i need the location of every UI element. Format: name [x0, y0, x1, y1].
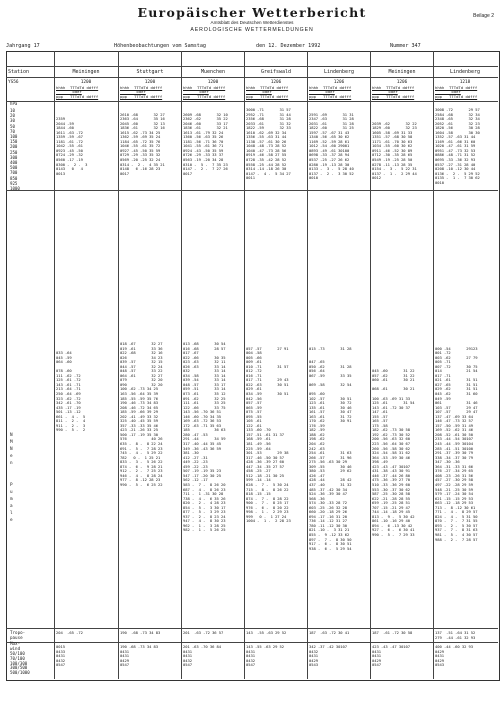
station-number: 1200 — [207, 80, 219, 85]
column-divider — [307, 51, 308, 679]
max-wind-data: 342 -37 -42 30107 0432 0431 0429 0543 — [309, 644, 348, 668]
tropopause-data: 190 -68 -73 34 83 — [120, 630, 161, 635]
tropopause-rule — [6, 642, 498, 643]
volume-label: Jahrgang 17 — [6, 43, 40, 49]
max-wind-data: 400 -44 -60 32 93 0429 0431 0429 0543 — [435, 644, 474, 668]
station-name: Greifswald — [260, 69, 292, 75]
hpa-label: hPa — [10, 101, 18, 106]
max-wind-label: Max- wind — [10, 641, 21, 651]
column-divider — [244, 51, 245, 679]
significant-level-rule — [6, 628, 498, 629]
standard-level-data: 3008 -72 29 57 2584 -68 32 34 2348 -65 32 34 2052 -61 32 23 1820 -56 30 28 1604 -58 30 30 1352 -57 -63 31 44 1169 -61 -66 31 60 1020 -47 -61 31 59 0951 -47 -73 32 53 0886 -48 -71 31 52 0695 -33 -36 32 93 0537 -27 -31 28 40 0208 -10 -12 30 44 0136 - 2 - 5 29 52 0135 - 1 - 7 30 62 0010 — [435, 107, 480, 185]
significant-level-markers: N M N e n P u m a l e — [10, 433, 13, 524]
observation-label: Höhenbeobachtungen vom Samstag — [114, 43, 207, 49]
station-name: Meiningen — [388, 69, 416, 75]
standard-level-rule — [6, 190, 498, 191]
station-name: Stuttgart — [136, 69, 164, 75]
standard-level-data: 2039 -62 32 22 1829 -60 32 23 1605 -58 -69 31 33 1351 -57 -68 30 58 1171 -61 -70 30 63 1034 -55 -60 30 62 0911 -46 -52 30 89 0712 -30 -35 28 65 0549 -19 -25 28 50 0278 -11 -13 28 35 0154 - 3 - 5 22 31 0137 - 1 - 2 29 44 0012 — [372, 120, 417, 181]
column-head-rule — [6, 101, 498, 102]
number-label: Nummer 347 — [390, 43, 421, 49]
column-header: hhhh TTTdTd ddfff oder ppp TTTdTd ddfff — [183, 85, 226, 99]
significant-level-data: 000 -54 29123 001 -72 003 -62 27 79 005 -71 007 -72 30 75 014 21 54 017 -71 021 -61 31 51 027 -65 31 51 029 -62 31 51 045 -62 31 60 049 -59 061 31 46 103 -57 29 47 107 -57 29 47 137 -47 -69 33 64 146 -47 -73 32 57 157 -50 -59 31 49 169 -52 -62 31 46 208 -52 -61 30 50 233 -44 -54 30107 245 -44 -59 30104 285 -41 -51 30100 291 -37 -39 30 79 338 -34 -37 30 79 347 -30 -36 364 -31 -33 31 66 376 -27 -34 29 65 408 -23 -26 31 56 457 -27 -30 29 58 497 -22 -28 29 59 548 -21 -25 30 59 579 -17 -24 30 54 621 -15 -15 29 53 663 -12 -18 29 53 713 - 8 -12 30 61 771 - 4 - 8 29 57 824 - 4 - 5 31 50 870 - 7 - 7 31 55 893 - 2 - 5 30 57 937 - 7 - 8 31 63 981 - 5 - 4 30 57 988 - 2 - 7 28 57 — [435, 345, 478, 542]
tropopause-data: 201 -63 -72 36 57 — [183, 630, 224, 635]
pressure-levels: 10 20 30 50 70 100 150 200 250 300 400 500 700 850 925 1000 — [10, 108, 20, 192]
column-header: hhhh TTTdTd ddfff oder ppp TTTdTd ddfff — [372, 85, 415, 99]
significant-level-data: 057 -57 27 91 004 -58 005 -66 009 -61 010 -71 31 57 012 -72 016 -71 017 -71 29 43 022 -63 30 51 029 -61 034 -59 30 51 042 -56 057 -57 065 -59 075 -57 095 -55 105 -61 122 -61 133 -60 -70 157 -51 -61 31 37 168 -59 -61 181 -49 -56 225 -59 -64 301 -53 29 38 317 -46 -50 30 57 428 -36 -39 27 60 447 -34 -35 27 57 458 -25 -27 512 -18 -21 30 25 599 -14 -14 628 - 7 - 5 30 24 715 - 8 - 8 26 22 818 -15 -15 874 - 7 - 8 28 22 900 - 7 - 8 25 17 976 - 6 - 8 20 22 998 - 1 - 2 29 23 999 0 - 1 27 24 1004 - 1 - 2 28 23 — [246, 345, 291, 524]
significant-level-data: 045 -60 31 22 057 -62 31 22 060 -61 30 21 068 -61 30 21 100 -63 -69 31 33 125 -61 31 54 143 -61 -72 30 37 147 -61 155 -57 165 -57 175 -58 182 -62 -73 30 58 192 -62 -73 30 52 200 -56 -63 32 60 223 -56 -64 30 67 260 -56 -58 30 62 324 -54 -58 31 62 364 -53 -59 30 46 398 -49 423 -43 -47 30107 431 -38 -43 30 91 446 -37 -44 26 80 475 -36 -39 27 70 510 -33 -36 29 60 553 -30 -37 30 62 587 -25 -30 28 58 622 -21 -28 28 55 659 -19 -25 28 51 707 -15 -21 29 47 744 -14 -18 29 45 813 - 9 - 5 30 42 861 -10 -16 29 40 894 - 6 -13 30 42 927 - 6 - 6 30 41 990 - 5 - 7 29 33 — [372, 368, 415, 537]
supplement-label: Beilage 2 — [473, 13, 494, 19]
standard-level-data: 2359 2044 -59 1844 -60 1611 -63 -72 1359 -59 -67 1181 -61 -72 1042 -55 -61 0923 -45 -50 0724 -29 -32 0560 -17 -19 0300 - 2 - 3 0143 0 4 0013 — [56, 116, 88, 176]
column-divider — [181, 51, 182, 679]
standard-level-data: 2609 -68 32 10 2362 -62 35 22 2046 -60 33 17 1836 -61 32 21 1613 -61 -79 32 24 1360 -56 -63 35 26 1181 -56 -71 36 70 1041 -55 -61 36 71 0924 -43 -50 35 59 0726 -29 -33 33 37 0563 -19 -20 34 28 0310 - 5 - 7 35 23 0147 - 2 - 7 27 26 0017 — [183, 111, 228, 176]
number-row-rule — [6, 77, 498, 78]
max-wind-data: 423 -43 -47 30107 0431 0431 0429 0547 — [372, 644, 411, 668]
section-title: AEROLOGISCHE WETTERMELDUNGEN — [190, 27, 314, 33]
station-name: Muenchen — [200, 69, 226, 75]
column-divider — [370, 51, 371, 679]
column-divider — [118, 51, 119, 679]
tropopause-data: 187 -61 -72 30 58 — [372, 630, 413, 635]
column-header: hhhh TTTdTd ddfff oder ppp TTTdTd ddfff — [246, 85, 289, 99]
tropopause-label: Tropo- pause — [10, 630, 26, 640]
report-subtitle: Amtsblatt des Deutschen Wetterdienstes — [210, 20, 294, 25]
report-title: Europäischer Wetterbericht — [137, 5, 367, 20]
layer-labels: 50/100 70/100 100/300 300/500 500/1000 — [10, 651, 30, 676]
tropopause-data: 187 -63 -72 30 41 — [309, 630, 350, 635]
significant-level-data: 018 -67 32 27 019 -61 33 36 022 -68 32 16 026 34 23 039 -57 32 15 044 -57 32 24 048 -57 33 22 064 -61 32 27 079 32 20 090 32 20 100 -62 -73 34 25 163 -56 -64 35 39 185 -55 -59 35 76 190 -46 -73 34 83 208 -46 -72 34 65 185 -59 -66 39 29 202 -41 -49 33 32 325 -40 -45 35 59 357 -33 -33 35 46 423 -21 -26 33 25 500 -17 -19 35 30 576 40 26 635 - 8 - 8 22 24 691 - 5 - 7 28 23 745 - 4 - 5 29 22 782 0 - 1 25 21 833 - 3 - 5 26 22 874 - 6 - 9 28 21 912 - 2 - 7 25 23 946 - 4 - 8 28 24 977 - 8 -12 28 23 990 - 5 - 6 25 22 — [120, 341, 163, 487]
standard-level-data: 3000 -71 31 57 2952 -71 31 44 2356 -68 31 28 2033 -61 31 32 1822 -59 32 33 1610 -62 -69 32 34 1356 -55 -63 31 44 1138 -57 -61 30 26 1048 -48 -73 28 52 1040 -47 -73 28 56 0919 -46 -58 27 55 0728 -35 -42 28 52 0558 -25 -44 28 52 0314 -14 -18 26 30 0147 - 4 - 5 34 27 0011 — [246, 107, 291, 181]
date-label: den 12. Dezember 1992 — [256, 43, 321, 49]
station-number: 1206 — [270, 80, 282, 85]
column-header: hhhh TTTdTd ddfff oder ppp TTTdTd ddfff — [120, 85, 163, 99]
station-name: Lindenberg — [323, 69, 355, 75]
max-wind-data: 0015 0433 0431 0432 0547 — [56, 644, 65, 668]
standard-level-data: 2591 -69 31 31 2347 -63 31 28 2031 -61 31 28 1822 -60 31 25 1597 -57 -67 31 43 1340 -56 -65 30 62 1169 -52 -59 28 61 1012 -54 -60 29001 0893 -49 -61 30100 0698 -33 -37 28 94 0537 -25 -27 26 62 0280 -19 -13 28 30 0133 - 3 - 5 28 40 0137 - 2 - 3 30 52 0010 — [309, 111, 354, 181]
station-row-rule — [6, 66, 498, 67]
column-divider — [54, 51, 55, 679]
significant-level-data: 015 -73 31 28 047 -65 050 -62 31 28 056 -64 067 -59 33 35 069 -58 32 54 095 -60 102 -57 30 51 123 -61 30 72 135 -61 30 46 161 -57 30 47 163 -61 31 72 170 -62 30 91 176 -59 182 -59 188 -62 198 -62 204 -62 242 -63 254 -61 31 63 266 -57 31 96 275 -56 -63 30 29 309 -55 30 46 380 -53 29 62 426 -47 428 -44 28 42 437 -40 31 32 485 -37 -42 30 34 524 -36 -39 30 47 568 -36 574 -30 -33 28 72 603 -25 -26 32 28 660 -20 -18 29 26 694 -17 -16 31 20 736 -14 -12 31 27 780 -11 -12 30 30 821 -10 - 3 31 21 855 - 9 -12 33 62 897 - 7 - 8 30 50 917 - 6 - 8 30 51 938 - 6 - 5 29 54 — [309, 345, 352, 551]
standard-level-data: 2610 -68 32 27 2363 -64 35 16 2045 -60 32 13 1836 -61 32 16 1615 -62 -73 34 25 1362 -59 -69 35 24 1184 -65 -72 35 76 1046 -55 -61 35 72 0927 -45 -50 35 59 0729 -29 -33 35 32 0569 -20 -25 32 24 0314 - 2 - 4 35 21 0148 6 -16 28 23 0017 — [120, 111, 165, 176]
significant-level-data: 013 -68 30 54 016 -68 28 57 017 -67 022 -66 30 35 023 -63 32 11 026 -63 33 14 032 33 14 034 -58 33 14 039 -54 33 14 048 -57 33 17 059 -51 33 14 073 -61 35 12 091 -62 32 25 111 -61 33 25 122 -66 33 75 143 -56 -70 36 51 146 -60 -70 34 35 169 -63 -72 36 53 172 -63 -71 35 63 185 36 63 280 -47 -53 291 -44 34 59 317 -40 -44 35 45 349 -36 -43 36 59 381 -30 412 -27 -31 449 -22 -23 459 -22 -23 507 -19 -19 35 23 547 -17 -20 30 25 562 -12 -17 583 - 7 - 8 26 20 687 - 4 - 8 26 23 711 - 1 -31 30 28 738 - 4 - 6 35 26 820 - 2 - 4 28 23 854 - 5 - 3 30 17 877 - 5 - 3 29 23 937 - 2 - 8 23 24 947 - 4 - 8 30 23 962 - 1 - 3 28 25 982 - 1 - 5 26 25 — [183, 341, 226, 533]
max-wind-data: 201 -63 -70 36 84 0431 0431 0432 0547 — [183, 644, 222, 668]
significant-level-data: 033 -64 045 -59 064 -60 078 -60 111 -62 -72 125 -61 -72 143 -61 -71 213 -64 -71 250 -64 -69 323 -62 -72 342 -61 -70 435 -17 -19 501 -13 -12 661 - 4 - 5 811 - 2 - 4 911 - 2 - 3 990 - 5 - 2 — [56, 350, 86, 433]
station-number: 1200 — [144, 80, 156, 85]
station-number: 1218 — [459, 80, 471, 85]
station-label: Station — [8, 69, 30, 75]
station-name: Meiningen — [72, 69, 100, 75]
max-wind-data: 190 -68 -73 34 83 0431 0431 0429 0547 — [120, 644, 159, 668]
column-header: hhhh TTTdTd ddfff oder ppp TTTdTd ddfff — [56, 85, 99, 99]
tropopause-data: 143 -55 -63 29 52 — [246, 630, 287, 635]
tropopause-data: 137 -51 -64 31 52 279 -44 -61 32 93 — [435, 630, 476, 640]
station-number: 1206 — [396, 80, 408, 85]
station-number: 1206 — [333, 80, 345, 85]
column-divider — [433, 51, 434, 679]
station-left-code: YS56 — [8, 80, 19, 85]
station-name: Lindenberg — [449, 69, 481, 75]
column-header: hhhh TTTdTd ddfff oder ppp TTTdTd ddfff — [309, 85, 352, 99]
column-header: hhhh TTTdTd ddfff oder ppp TTTdTd ddfff — [435, 85, 478, 99]
station-number: 1200 — [80, 80, 92, 85]
max-wind-data: 143 -55 -63 29 52 0431 0431 0432 0547 — [246, 644, 285, 668]
tropopause-data: 204 -65 -72 — [56, 630, 83, 635]
